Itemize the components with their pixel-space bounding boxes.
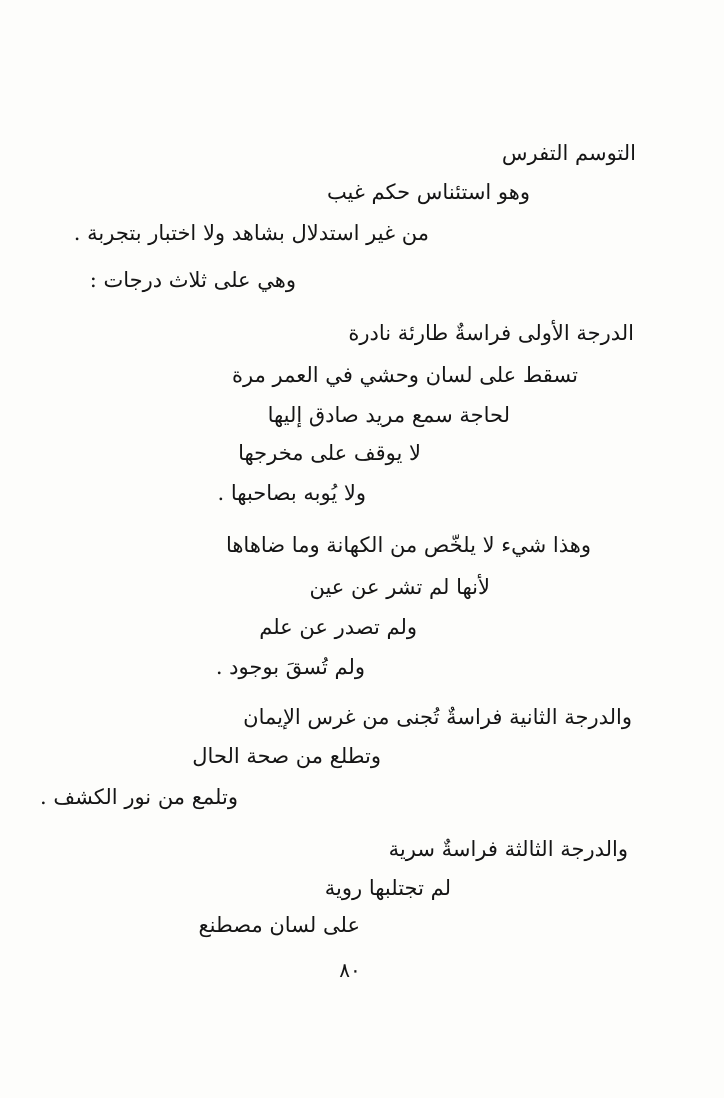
text-line-6: تسقط على لسان وحشي في العمر مرة (232, 363, 578, 387)
text-line-16: وتلمع من نور الكشف . (39, 785, 238, 809)
text-line-19: على لسان مصطنع (198, 913, 360, 937)
text-line-5: الدرجة الأولى فراسةٌ طارئة نادرة (348, 321, 634, 345)
text-line-3: من غير استدلال بشاهد ولا اختبار بتجربة . (73, 221, 429, 245)
text-line-18: لم تجتلبها روية (324, 876, 451, 900)
text-line-13: ولم تُسقَ بوجود . (215, 655, 365, 679)
text-line-11: لأنها لم تشر عن عين (309, 575, 490, 599)
page-number: ٨٠ (339, 958, 361, 982)
text-line-2: وهو استئناس حكم غيب (326, 180, 530, 204)
text-line-17: والدرجة الثالثة فراسةٌ سرية (388, 837, 628, 861)
text-line-1: التوسم التفرس (501, 141, 636, 165)
text-line-9: ولا يُوبه بصاحبها . (217, 481, 366, 505)
text-line-12: ولم تصدر عن علم (259, 615, 417, 639)
text-line-14: والدرجة الثانية فراسةٌ تُجنى من غرس الإيمان (243, 705, 632, 729)
text-line-4: وهي على ثلاث درجات : (89, 268, 296, 292)
text-line-10: وهذا شيء لا يلخّص من الكهانة وما ضاهاها (225, 533, 591, 557)
text-line-8: لا يوقف على مخرجها (238, 441, 421, 465)
text-line-7: لحاجة سمع مريد صادق إليها (267, 403, 510, 427)
text-line-15: وتطلع من صحة الحال (192, 744, 381, 768)
